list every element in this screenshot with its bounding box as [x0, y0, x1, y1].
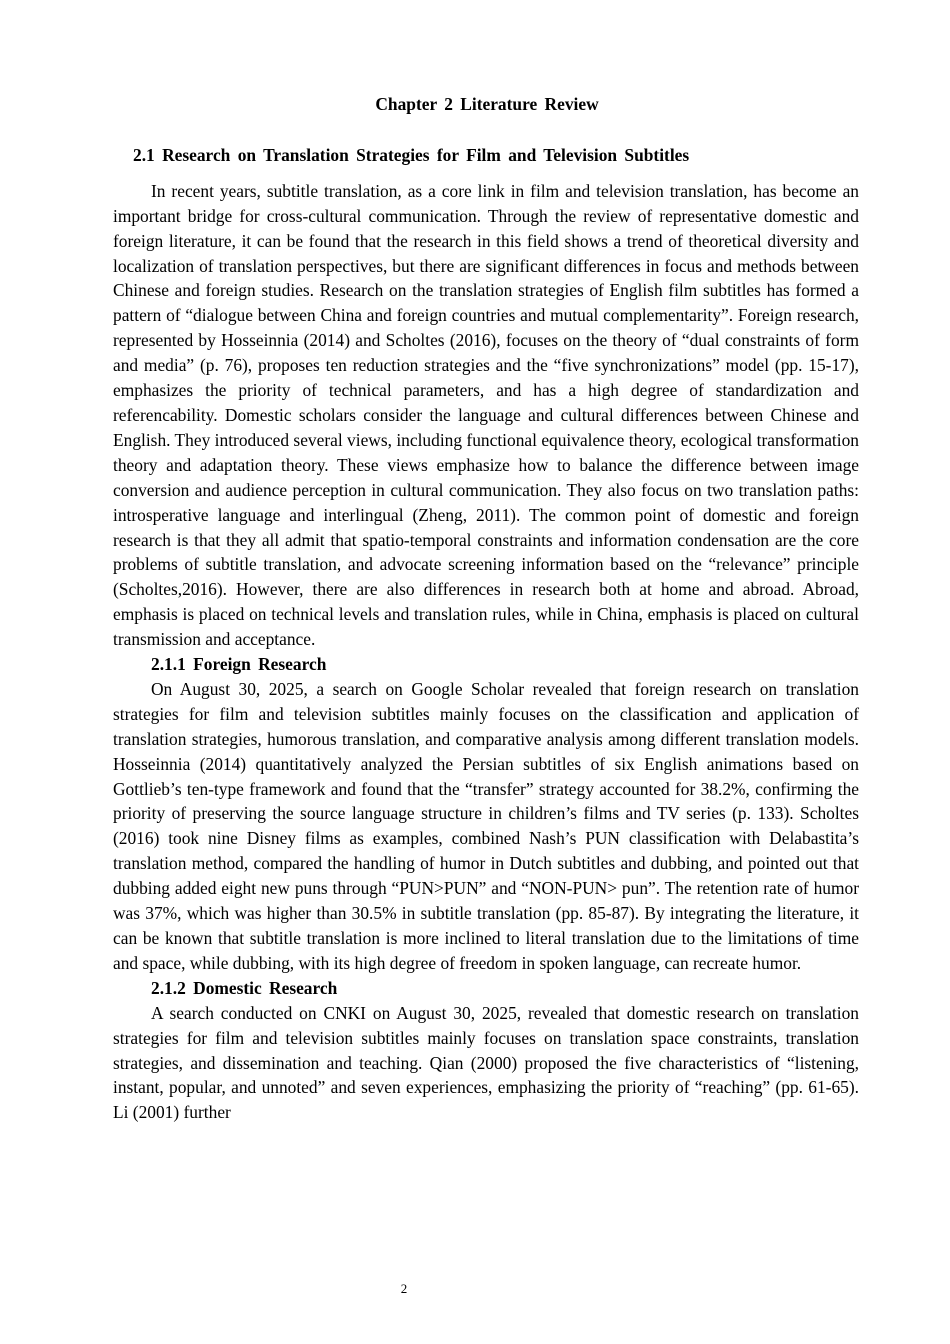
subsection-heading-domestic-research: 2.1.2 Domestic Research — [151, 977, 338, 998]
intro-paragraph: In recent years, subtitle translation, as a core link in film and television translation, has become an important bridge for cross-cultural communication. Through the review of representative domestic and foreign literature, it can be found that the research in this field shows a trend of theoretical diversity and localization of translation perspectives, but there are significant differences in focus and methods between Chinese and foreign studies. Research on the translation strategies of English film subtitles has formed a pattern of “dialogue between China and foreign countries and mutual complementarity”. Foreign research, represented by Hosseinnia (2014) and Scholtes (2016), focuses on the theory of “dual constraints of form and media” (p. 76), proposes ten reduction strategies and the “five synchronizations” model (pp. 15-17), emphasizes the priority of technical parameters, and has a high degree of standardization and referencability. Domestic scholars consider the language and cultural differences between Chinese and English. They introduced several views, including functional equivalence theory, ecological transformation theory and adaptation theory. These views emphasize how to balance the difference between image conversion and audience perception in cultural communication. They also focus on two translation paths: introsperative language and interlingual (Zheng, 2011). The common point of domestic and foreign research is that they all admit that spatio-temporal constraints and information condensation are the core problems of subtitle translation, and advocate screening information based on the “relevance” principle (Scholtes,2016). However, there are also differences in research both at home and abroad. Abroad, emphasis is placed on technical levels and translation rules, while in China, emphasis is placed on cultural transmission and acceptance. — [113, 180, 859, 650]
chapter-title: Chapter 2 Literature Review — [375, 94, 599, 114]
page-number: 2 — [400, 1281, 408, 1296]
subsection-heading-foreign-research: 2.1.1 Foreign Research — [151, 654, 327, 675]
document-page — [113, 92, 859, 1125]
domestic-research-paragraph: A search conducted on CNKI on August 30, 2025, revealed that domestic research on translation strategies for film and television subtitles mainly focuses on translation space constraints, translation strategies, and dissemination and teaching. Qian (2000) proposed the five characteristics of “listening, instant, popular, and unnoted” and seven experiences, emphasizing the priority of “reaching” (pp. 61-65). Li (2001) further — [113, 1002, 859, 1123]
section-heading: 2.1 Research on Translation Strategies for Film and Television Subtitles — [133, 144, 690, 165]
foreign-research-paragraph: On August 30, 2025, a search on Google Scholar revealed that foreign research on translation strategies for film and television subtitles mainly focuses on the classification and application of translation strategies, humorous translation, and comparative analysis among different translation models. Hosseinnia (2014) quantitatively analyzed the Persian subtitles of six English animations based on Gottlieb’s ten-type framework and found that the “transfer” strategy accounted for 38.2%, confirming the priority of preserving the source language structure in children’s films and TV series (p. 133). Scholtes (2016) took nine Disney films as examples, combined Nash’s PUN classification with Delabastita’s translation method, compared the handling of humor in Dutch subtitles and dubbing, and pointed out that dubbing added eight new puns through “PUN>PUN” and “NON-PUN> pun”. The retention rate of humor was 37%, which was higher than 30.5% in subtitle translation (pp. 85-87). By integrating the literature, it can be known that subtitle translation is more inclined to literal translation due to the limitations of time and space, while dubbing, with its high degree of freedom in spoken language, can recreate humor. — [113, 678, 859, 973]
